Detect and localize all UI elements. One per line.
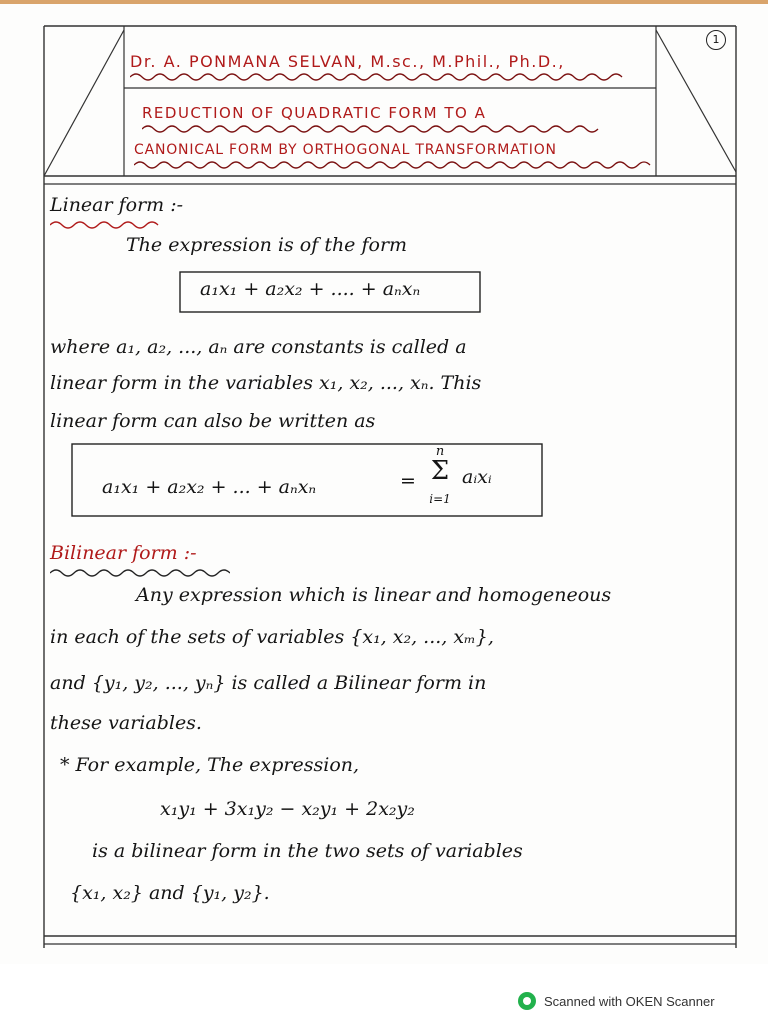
sum-symbol: Σ — [430, 456, 450, 486]
linear-formula-1: a₁x₁ + a₂x₂ + .... + aₙxₙ — [200, 278, 421, 300]
title-line-1-underline — [142, 124, 602, 134]
linear-form-heading: Linear form :- — [50, 194, 184, 216]
bilinear-form-line-3: and {y₁, y₂, ..., yₙ} is called a Bilinear form in — [50, 672, 487, 694]
title-line-2-underline — [134, 160, 654, 170]
title-line-2: CANONICAL FORM BY ORTHOGONAL TRANSFORMATION — [134, 142, 557, 158]
oken-scanner-logo-icon — [518, 992, 536, 1010]
example-intro: * For example, The expression, — [60, 754, 360, 776]
bilinear-form-line-1: Any expression which is linear and homogeneous — [136, 584, 612, 606]
example-formula: x₁y₁ + 3x₁y₂ − x₂y₁ + 2x₂y₂ — [160, 798, 415, 820]
bilinear-form-line-4: these variables. — [50, 712, 202, 734]
sum-lower-limit: i=1 — [429, 492, 451, 506]
linear-formula-2-equals: = — [400, 470, 416, 492]
sum-term: aᵢxᵢ — [462, 466, 492, 488]
linear-form-intro: The expression is of the form — [126, 234, 408, 256]
example-line-1: is a bilinear form in the two sets of variables — [92, 840, 523, 862]
linear-form-line-1: where a₁, a₂, ..., aₙ are constants is called a — [50, 336, 467, 358]
example-line-2: {x₁, x₂} and {y₁, y₂}. — [70, 882, 270, 904]
linear-form-line-3: linear form can also be written as — [50, 410, 376, 432]
linear-formula-2-left: a₁x₁ + a₂x₂ + ... + aₙxₙ — [102, 476, 317, 498]
sum-upper-limit: n — [435, 444, 445, 459]
author-underline — [130, 72, 630, 82]
bilinear-form-underline — [50, 568, 230, 578]
linear-form-line-2: linear form in the variables x₁, x₂, ..., xₙ. This — [50, 372, 482, 394]
scanner-watermark — [518, 990, 715, 1012]
linear-form-underline — [50, 220, 160, 230]
title-line-1: REDUCTION OF QUADRATIC FORM TO A — [142, 104, 487, 122]
scanner-watermark-text: Scanned with OKEN Scanner — [544, 993, 715, 1009]
author-line: Dr. A. PONMANA SELVAN, M.sc., M.Phil., Ph.D., — [130, 52, 565, 71]
bilinear-form-heading: Bilinear form :- — [50, 542, 197, 564]
page-number-badge: 1 — [706, 30, 726, 50]
bilinear-form-line-2: in each of the sets of variables {x₁, x₂, ..., xₘ}, — [50, 626, 494, 648]
